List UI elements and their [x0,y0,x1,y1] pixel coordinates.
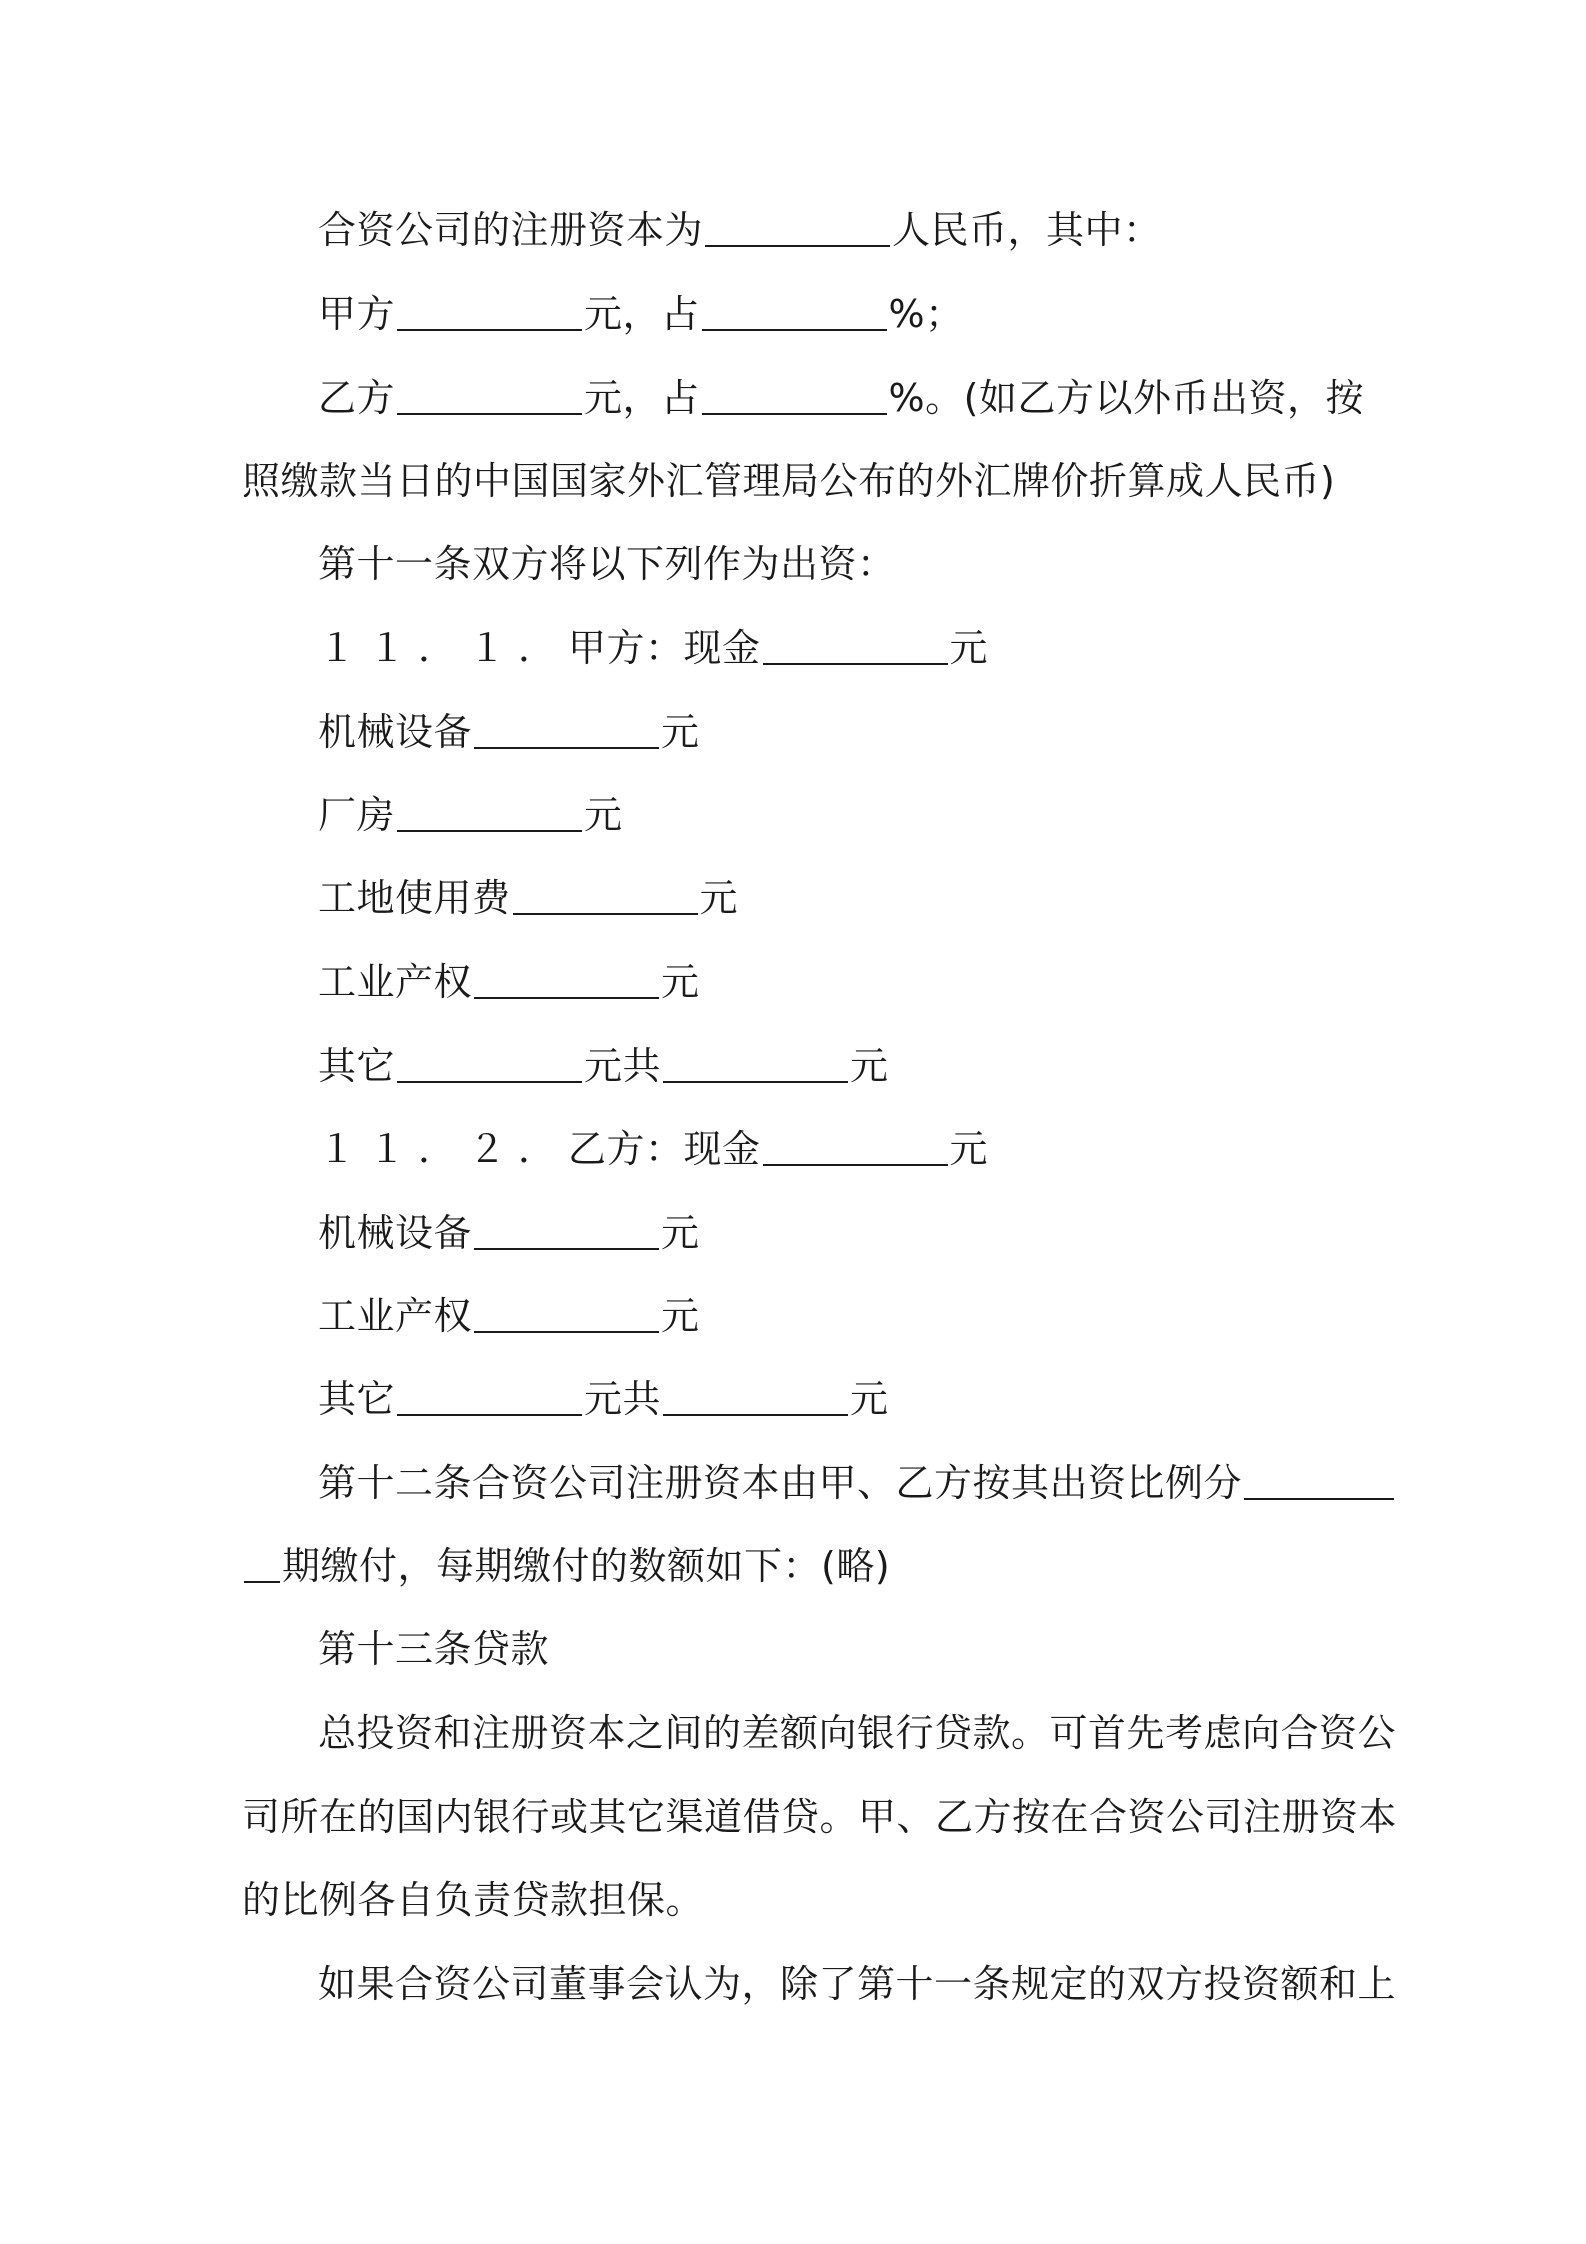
text: 期缴付，每期缴付的数额如下：(略) [282,1544,891,1588]
text: 其它 [318,1377,396,1421]
blank-field[interactable] [663,1414,848,1416]
text: 的比例各自负责贷款担保。 [242,1878,705,1922]
blank-field[interactable] [397,413,582,415]
board-paragraph-line-1 [318,1959,1397,2009]
text: 元，占 [584,376,700,420]
article-13-heading [318,1624,1362,1674]
text: 甲方 [318,292,396,336]
blank-field[interactable] [663,1081,848,1083]
article-12-cont-line [242,1541,1362,1591]
blank-field[interactable] [397,1081,582,1083]
loan-paragraph-line-1 [318,1708,1397,1758]
text: 乙方：现金 [568,1127,761,1171]
ip-a-line [318,957,1362,1007]
blank-field[interactable] [474,1331,659,1333]
text: 元 [661,960,700,1004]
text: 厂房 [318,793,396,837]
item-number: １１．２． [318,1127,569,1171]
text: 元共 [584,1044,662,1088]
blank-field[interactable] [397,1414,582,1416]
factory-a-line [318,790,1362,840]
blank-field[interactable] [244,1581,280,1583]
text: 元 [661,1211,700,1255]
text: 机械设备 [318,710,473,754]
item-11-1-line [318,623,1362,673]
text: 人民币，其中： [892,208,1162,252]
blank-field[interactable] [474,1248,659,1250]
ip-b-line [318,1291,1362,1341]
text: 元 [850,1377,889,1421]
text: 元，占 [584,292,700,336]
text: 工业产权 [318,960,473,1004]
text: 如果合资公司董事会认为，除了第十一条规定的双方投资额和上 [318,1962,1397,2006]
text: 合资公司的注册资本为 [318,208,704,252]
machinery-a-line [318,707,1362,757]
machinery-b-line [318,1208,1362,1258]
registered-capital-line [318,205,1362,255]
blank-field[interactable] [763,663,948,665]
party-a-share-line [318,289,1362,339]
party-b-share-line [318,373,1362,423]
blank-field[interactable] [397,329,582,331]
text: 第十一条双方将以下列作为出资： [318,542,896,586]
article-11-heading [318,539,1362,589]
text: 工地使用费 [318,876,511,920]
blank-field[interactable] [474,997,659,999]
text: 乙方 [318,376,396,420]
loan-paragraph-line-2 [242,1792,1398,1842]
text: 元共 [584,1377,662,1421]
article-12-line [318,1458,1362,1508]
text: 第十三条贷款 [318,1627,550,1671]
exchange-rate-line [242,456,1362,506]
text: 司所在的国内银行或其它渠道借贷。甲、乙方按在合资公司注册资本 [242,1795,1398,1839]
blank-field[interactable] [397,830,582,832]
site-fee-a-line [318,873,1362,923]
blank-field[interactable] [702,413,887,415]
blank-field[interactable] [702,329,887,331]
other-a-line [318,1041,1362,1091]
text: %。(如乙方以外币出资，按 [888,376,1364,420]
text: 元 [949,626,989,670]
text: 元 [661,1294,700,1338]
text: 元 [584,793,623,837]
text: 甲方：现金 [568,626,761,670]
text: 元 [699,876,739,920]
loan-paragraph-line-3 [242,1875,1362,1925]
blank-field[interactable] [705,245,890,247]
blank-field[interactable] [474,747,659,749]
text: 元 [661,710,700,754]
item-number: １１．１． [318,626,569,670]
other-b-line [318,1374,1362,1424]
text: 元 [850,1044,889,1088]
text: 机械设备 [318,1211,473,1255]
text: 工业产权 [318,1294,473,1338]
text: %； [888,292,964,336]
text: 总投资和注册资本之间的差额向银行贷款。可首先考虑向合资公 [318,1711,1397,1755]
text: 其它 [318,1044,396,1088]
blank-field[interactable] [513,913,698,915]
text: 元 [949,1127,989,1171]
text: 照缴款当日的中国国家外汇管理局公布的外汇牌价折算成人民币) [242,459,1336,503]
item-11-2-line [318,1124,1362,1174]
blank-field[interactable] [1244,1498,1394,1500]
text: 第十二条合资公司注册资本由甲、乙方按其出资比例分 [318,1461,1243,1505]
blank-field[interactable] [763,1164,948,1166]
